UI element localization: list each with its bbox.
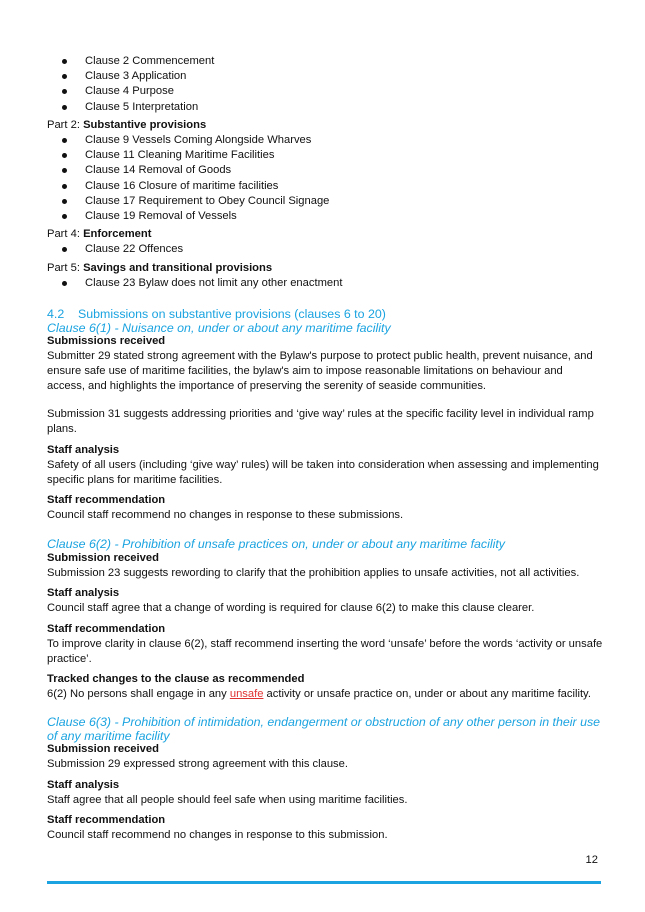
list-item: Clause 22 Offences	[47, 242, 603, 257]
submission-received-label: Submission received	[47, 743, 159, 755]
staff-recommendation-label: Staff recommendation	[47, 623, 166, 635]
list-item: Clause 3 Application	[47, 69, 603, 84]
list-item: Clause 14 Removal of Goods	[47, 163, 603, 178]
list-item: Clause 5 Interpretation	[47, 100, 603, 115]
clause-6-1-heading: Clause 6(1) - Nuisance on, under or about any maritime facility	[47, 321, 391, 335]
list-item: Clause 4 Purpose	[47, 84, 603, 99]
part5-heading: Part 5: Savings and transitional provisions	[47, 262, 273, 274]
list-item: Clause 19 Removal of Vessels	[47, 209, 603, 224]
section-heading: 4.2 Submissions on substantive provisions (clauses 6 to 20)	[47, 307, 386, 321]
staff-analysis-text: Safety of all users (including ‘give way’ rules) will be taken into consideration when assessing and implementing specific plans for maritime facilities.	[47, 459, 599, 487]
part2-list	[47, 133, 603, 224]
list-item: Clause 9 Vessels Coming Alongside Wharves	[47, 133, 603, 148]
clause-6-2-heading: Clause 6(2) - Prohibition of unsafe practices on, under or about any maritime facility	[47, 537, 505, 551]
list-item: Clause 2 Commencement	[47, 54, 603, 69]
submissions-received-label: Submissions received	[47, 335, 166, 347]
submissions-paragraph: Submission 31 suggests addressing priorities and ‘give way’ rules at the specific facility level in individual ramp plans.	[47, 408, 594, 436]
part4-list	[47, 242, 603, 257]
tracked-insertion: unsafe	[229, 688, 264, 700]
staff-analysis-label: Staff analysis	[47, 779, 120, 791]
list-item: Clause 17 Requirement to Obey Council Signage	[47, 194, 603, 209]
tracked-changes-label: Tracked changes to the clause as recommended	[47, 673, 305, 685]
staff-analysis-text: Council staff agree that a change of wording is required for clause 6(2) to make this clause clearer.	[47, 602, 535, 614]
submissions-paragraph: Submitter 29 stated strong agreement with the Bylaw's purpose to protect public health, prevent nuisance, and ensure safe use of maritime facilities, the bylaw's aim to impose reasonable limitations on behaviour and access, and highlights the importance of preserving the serenity of seaside communities.	[47, 350, 593, 393]
part4-heading: Part 4: Enforcement	[47, 228, 152, 240]
submission-text: Submission 29 expressed strong agreement with this clause.	[47, 758, 348, 770]
staff-recommendation-label: Staff recommendation	[47, 814, 166, 826]
footer-divider	[47, 881, 601, 884]
staff-recommendation-label: Staff recommendation	[47, 494, 166, 506]
list-item: Clause 16 Closure of maritime facilities	[47, 179, 603, 194]
part2-heading: Part 2: Substantive provisions	[47, 119, 207, 131]
part5-list	[47, 276, 603, 291]
intro-bullet-list	[47, 54, 603, 115]
staff-recommendation-text: Council staff recommend no changes in response to this submission.	[47, 829, 388, 841]
staff-recommendation-text: Council staff recommend no changes in response to these submissions.	[47, 509, 404, 521]
submission-text: Submission 23 suggests rewording to clarify that the prohibition applies to unsafe activities, not all activities.	[47, 567, 580, 579]
clause-6-3-heading: Clause 6(3) - Prohibition of intimidation, endangerment or obstruction of any other person in their use of any maritime facility	[47, 715, 601, 743]
tracked-changes-text: 6(2) No persons shall engage in any unsafe activity or unsafe practice on, under or about any maritime facility.	[47, 688, 591, 700]
page-number: 12	[585, 854, 598, 866]
staff-analysis-label: Staff analysis	[47, 587, 120, 599]
list-item: Clause 11 Cleaning Maritime Facilities	[47, 148, 603, 163]
list-item: Clause 23 Bylaw does not limit any other enactment	[47, 276, 603, 291]
staff-analysis-text: Staff agree that all people should feel safe when using maritime facilities.	[47, 794, 408, 806]
submission-received-label: Submission received	[47, 552, 159, 564]
staff-analysis-label: Staff analysis	[47, 444, 120, 456]
staff-recommendation-text: To improve clarity in clause 6(2), staff recommend inserting the word ‘unsafe’ before the words ‘activity or unsafe practice’.	[47, 638, 603, 666]
